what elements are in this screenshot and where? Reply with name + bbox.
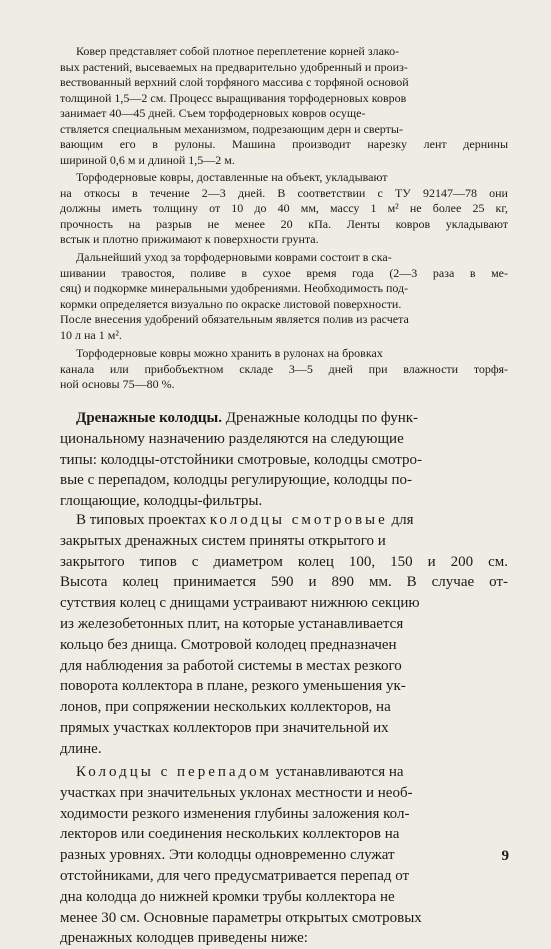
text-line: менее 30 см. Основные параметры открытых смотровых — [60, 909, 422, 926]
text-line: встык и плотно прижимают к поверхности грунта. — [60, 232, 319, 246]
text-line: поворота коллектора в плане, резкого уменьшения ук- — [60, 678, 406, 695]
text-line: После внесения удобрений обязательным является полив из расчета — [60, 312, 409, 326]
text-line: длине. — [60, 740, 102, 757]
text-line — [60, 408, 508, 429]
text-line: вые с перепадом, колодцы регулирующие, колодцы по- — [60, 472, 413, 489]
text-line: вых растений, высеваемых на предварительно удобренный и произ- — [60, 59, 408, 74]
spaced-term: Колодцы с перепадом — [76, 764, 272, 780]
text-line: толщиной 1,5—2 см. Процесс выращивания торфодерновых ковров — [60, 90, 407, 105]
text-line — [60, 762, 508, 783]
text-line: закрытых дренажных систем приняты открытого и — [60, 532, 386, 549]
text-line: канала или прибобъектном складе 3—5 дней при влажности торфя- — [60, 361, 509, 376]
text-line: кормки определяется визуально по окраске листовой поверхности. — [60, 296, 402, 311]
text-line: занимает 40—45 дней. Съем торфодерновых ковров осуще- — [60, 106, 366, 120]
text-line: разных уровнях. Эти колодцы одновременно служат — [60, 847, 395, 864]
text-line: на откосы в течение 2—3 дней. В соответствии с ТУ 92147—78 они — [60, 185, 508, 200]
text-line: сутствия колец с днищами устраивают нижнюю секцию — [60, 595, 420, 612]
spaced-term: колодцы смотровые — [209, 512, 388, 528]
text-line — [60, 510, 508, 531]
text-line: лонов, при сопряжении нескольких коллекторов, на — [60, 699, 391, 716]
paragraph-turf-carpet — [60, 44, 508, 168]
paragraph-inspection-wells — [60, 510, 508, 760]
text-line: кольцо без днища. Смотровой колодец предназначен — [60, 636, 397, 653]
text-line: циональному назначению разделяются на следующие — [60, 430, 404, 447]
text-line: участках при значительных уклонах местности и необ- — [60, 784, 413, 801]
paragraph-turf-storage — [60, 346, 508, 393]
text-line: Торфодерновые ковры, доставленные на объект, укладывают — [76, 170, 388, 184]
text-line: должны иметь толщину от 10 до 40 мм, массу 1 м² не более 25 кг, — [60, 201, 508, 215]
text-line: Ковер представляет собой плотное переплетение корней злако- — [76, 44, 400, 58]
text-line: сяц) и подкормке минеральными удобрениями. Необходимость под- — [60, 281, 409, 295]
text-line: вающим его в рулоны. Машина производит нарезку лент дернины — [60, 137, 509, 151]
paragraph-turf-laying — [60, 170, 508, 248]
paragraph-drop-wells — [60, 762, 508, 949]
text-line: Дальнейший уход за торфодерновыми коврами состоит в ска- — [76, 250, 392, 264]
text-line: Высота колец принимается 590 и 890 мм. В случае от- — [60, 574, 508, 591]
text-line: ходимости резкого изменения глубины заложения кол- — [60, 805, 410, 822]
text-line: веcтвованный верхний слой торфяного массива с торфяной основой — [60, 75, 409, 89]
page-number: 9 — [501, 848, 509, 864]
text-line: дна колодца до нижней кромки трубы коллектора не — [60, 888, 395, 905]
text-line: шириной 0,6 м и длиной 1,5—2 м. — [60, 152, 235, 167]
text-line: закрытого типов с диаметром колец 100, 150 и 200 см. — [60, 553, 509, 570]
text-line: Торфодерновые ковры можно хранить в рулонах на бровках — [76, 346, 383, 360]
text-line: типы: колодцы-отстойники смотровые, колодцы смотро- — [60, 451, 422, 468]
section-heading: Дренажные колодцы. — [76, 410, 223, 426]
text-line: прямых участках коллекторов при значительной их — [60, 719, 389, 736]
text-fragment: устанавливаются на — [271, 764, 404, 780]
text-line: 10 л на 1 м². — [60, 327, 122, 342]
text-fragment: Дренажные колодцы по функ- — [222, 410, 419, 426]
text-line: прочность на разрыв не менее 20 кПа. Ленты ковров укладывают — [60, 216, 508, 231]
text-line: ной основы 75—80 %. — [60, 377, 175, 391]
paragraph-turf-care — [60, 250, 508, 343]
text-line: ствляется специальным механизмом, подрезающим дерн и сверты- — [60, 121, 403, 136]
text-line: из железобетонных плит, на которые устанавливается — [60, 615, 404, 632]
text-line: лекторов или соединения нескольких коллекторов на — [60, 826, 400, 843]
paragraph-drainage-wells-intro — [60, 408, 508, 512]
text-line: дренажных колодцев приведены ниже: — [60, 930, 308, 947]
text-line: глощающие, колодцы-фильтры. — [60, 493, 263, 510]
text-line: шивании травостоя, поливе в сухое время года (2—3 раза в ме- — [60, 265, 508, 280]
text-fragment: для — [387, 512, 414, 528]
text-line: для наблюдения за работой системы в местах резкого — [60, 657, 402, 674]
text-fragment: В типовых проектах — [76, 512, 210, 528]
text-line: отстойниками, для чего предусматривается перепад от — [60, 867, 410, 884]
